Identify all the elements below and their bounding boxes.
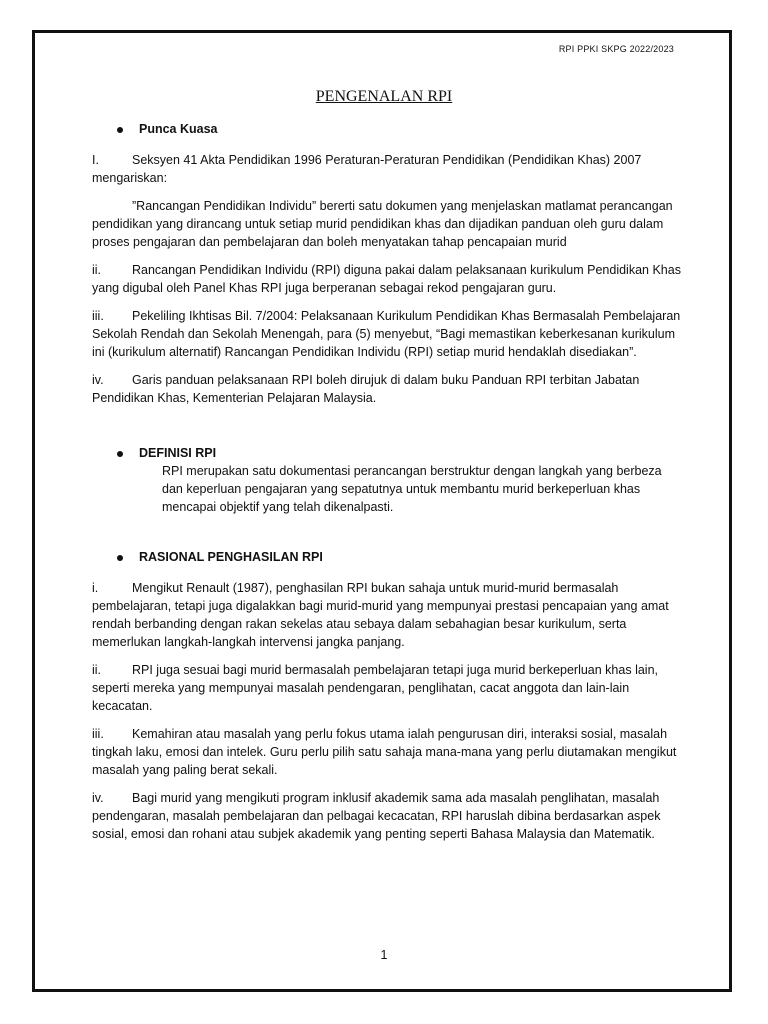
item-text: Kemahiran atau masalah yang perlu fokus utama ialah pengurusan diri, interaksi sosial, masalah tingkah laku, emosi dan intelek. Guru perlu pilih satu sahaja mana-mana yang perlu diutamakan mengikut masalah yang paling berat sekali. [92,727,677,777]
section-heading-definisi: DEFINISI RPI [92,444,682,462]
paragraph-item [92,661,682,715]
paragraph-item [92,261,682,297]
item-number: ii. [92,663,102,677]
document-body [92,118,682,843]
document-title: PENGENALAN RPI [315,88,453,105]
section-heading-rasional: RASIONAL PENGHASILAN RPI [92,548,682,566]
paragraph-item [92,579,682,651]
paragraph-item [92,371,682,407]
item-text: Bagi murid yang mengikuti program inklusif akademik sama ada masalah penglihatan, masalah pendengaran, masalah pembelajaran dan pelbagai kecacatan, RPI haruslah dibina berdasarkan aspek sosial, emosi dan rohani atau subjek akademik yang penting seperti Bahasa Malaysia dan Matematik. [92,791,661,841]
item-text: RPI juga sesuai bagi murid bermasalah pembelajaran tetapi juga murid berkeperluan khas lain, seperti mereka yang mempunyai masalah pendengaran, penglihatan, cacat anggota dan lain-lain kecacatan. [92,663,658,713]
item-text: Rancangan Pendidikan Individu (RPI) diguna pakai dalam pelaksanaan kurikulum Pendidikan Khas yang digubal oleh Panel Khas RPI juga berperanan sebagai rekod pengajaran guru. [92,263,681,295]
header-reference: RPI PPKI SKPG 2022/2023 [558,44,674,54]
item-number: iii. [92,727,104,741]
item-text: Pekeliling Ikhtisas Bil. 7/2004: Pelaksanaan Kurikulum Pendidikan Khas Bermasalah Pembelajaran Sekolah Rendah dan Sekolah Menengah, para (5) menyebut, “Bagi memastikan keberkesanan kurikulum ini (kurikulum alternatif) Rancangan Pendidikan Individu (RPI) setiap murid hendaklah disediakan”. [92,309,681,359]
quote-paragraph: ”Rancangan Pendidikan Individu” bererti satu dokumen yang menjelaskan matlamat perancangan pendidikan yang dirancang untuk setiap murid pendidikan khas dan dijadikan panduan oleh guru dalam proses pengajaran dan pembelajaran dan boleh menyatakan tahap pencapaian murid [92,199,673,249]
definition-text: RPI merupakan satu dokumentasi perancangan berstruktur dengan langkah yang berbeza dan keperluan pengajaran yang sepatutnya untuk membantu murid berkeperluan khas mencapai objektif yang telah dikenalpasti. [162,464,662,514]
item-number: I. [92,153,99,167]
paragraph-item [92,307,682,361]
paragraph-item [92,151,682,187]
page-number: 1 [380,948,388,962]
item-text: Seksyen 41 Akta Pendidikan 1996 Peraturan-Peraturan Pendidikan (Pendidikan Khas) 2007 mengariskan: [92,153,642,185]
item-number: i. [92,581,99,595]
item-number: iv. [92,791,104,805]
paragraph-item [92,725,682,779]
paragraph-item [92,789,682,843]
item-number: ii. [92,263,102,277]
item-text: Mengikut Renault (1987), penghasilan RPI bukan sahaja untuk murid-murid bermasalah pembelajaran, tetapi juga digalakkan bagi murid-murid yang mempunyai prestasi pencapaian yang amat rendah berbanding dengan rakan sekelas atau sebaya dalam sebahagian besar kurikulum, serta memerlukan langkah-langkah intervensi jangka panjang. [92,581,669,649]
item-number: iii. [92,309,104,323]
item-text: Garis panduan pelaksanaan RPI boleh dirujuk di dalam buku Panduan RPI terbitan Jabatan Pendidikan Khas, Kementerian Pelajaran Malaysia. [92,373,640,405]
section-heading-punca-kuasa: Punca Kuasa [92,120,682,138]
item-number: iv. [92,373,104,387]
